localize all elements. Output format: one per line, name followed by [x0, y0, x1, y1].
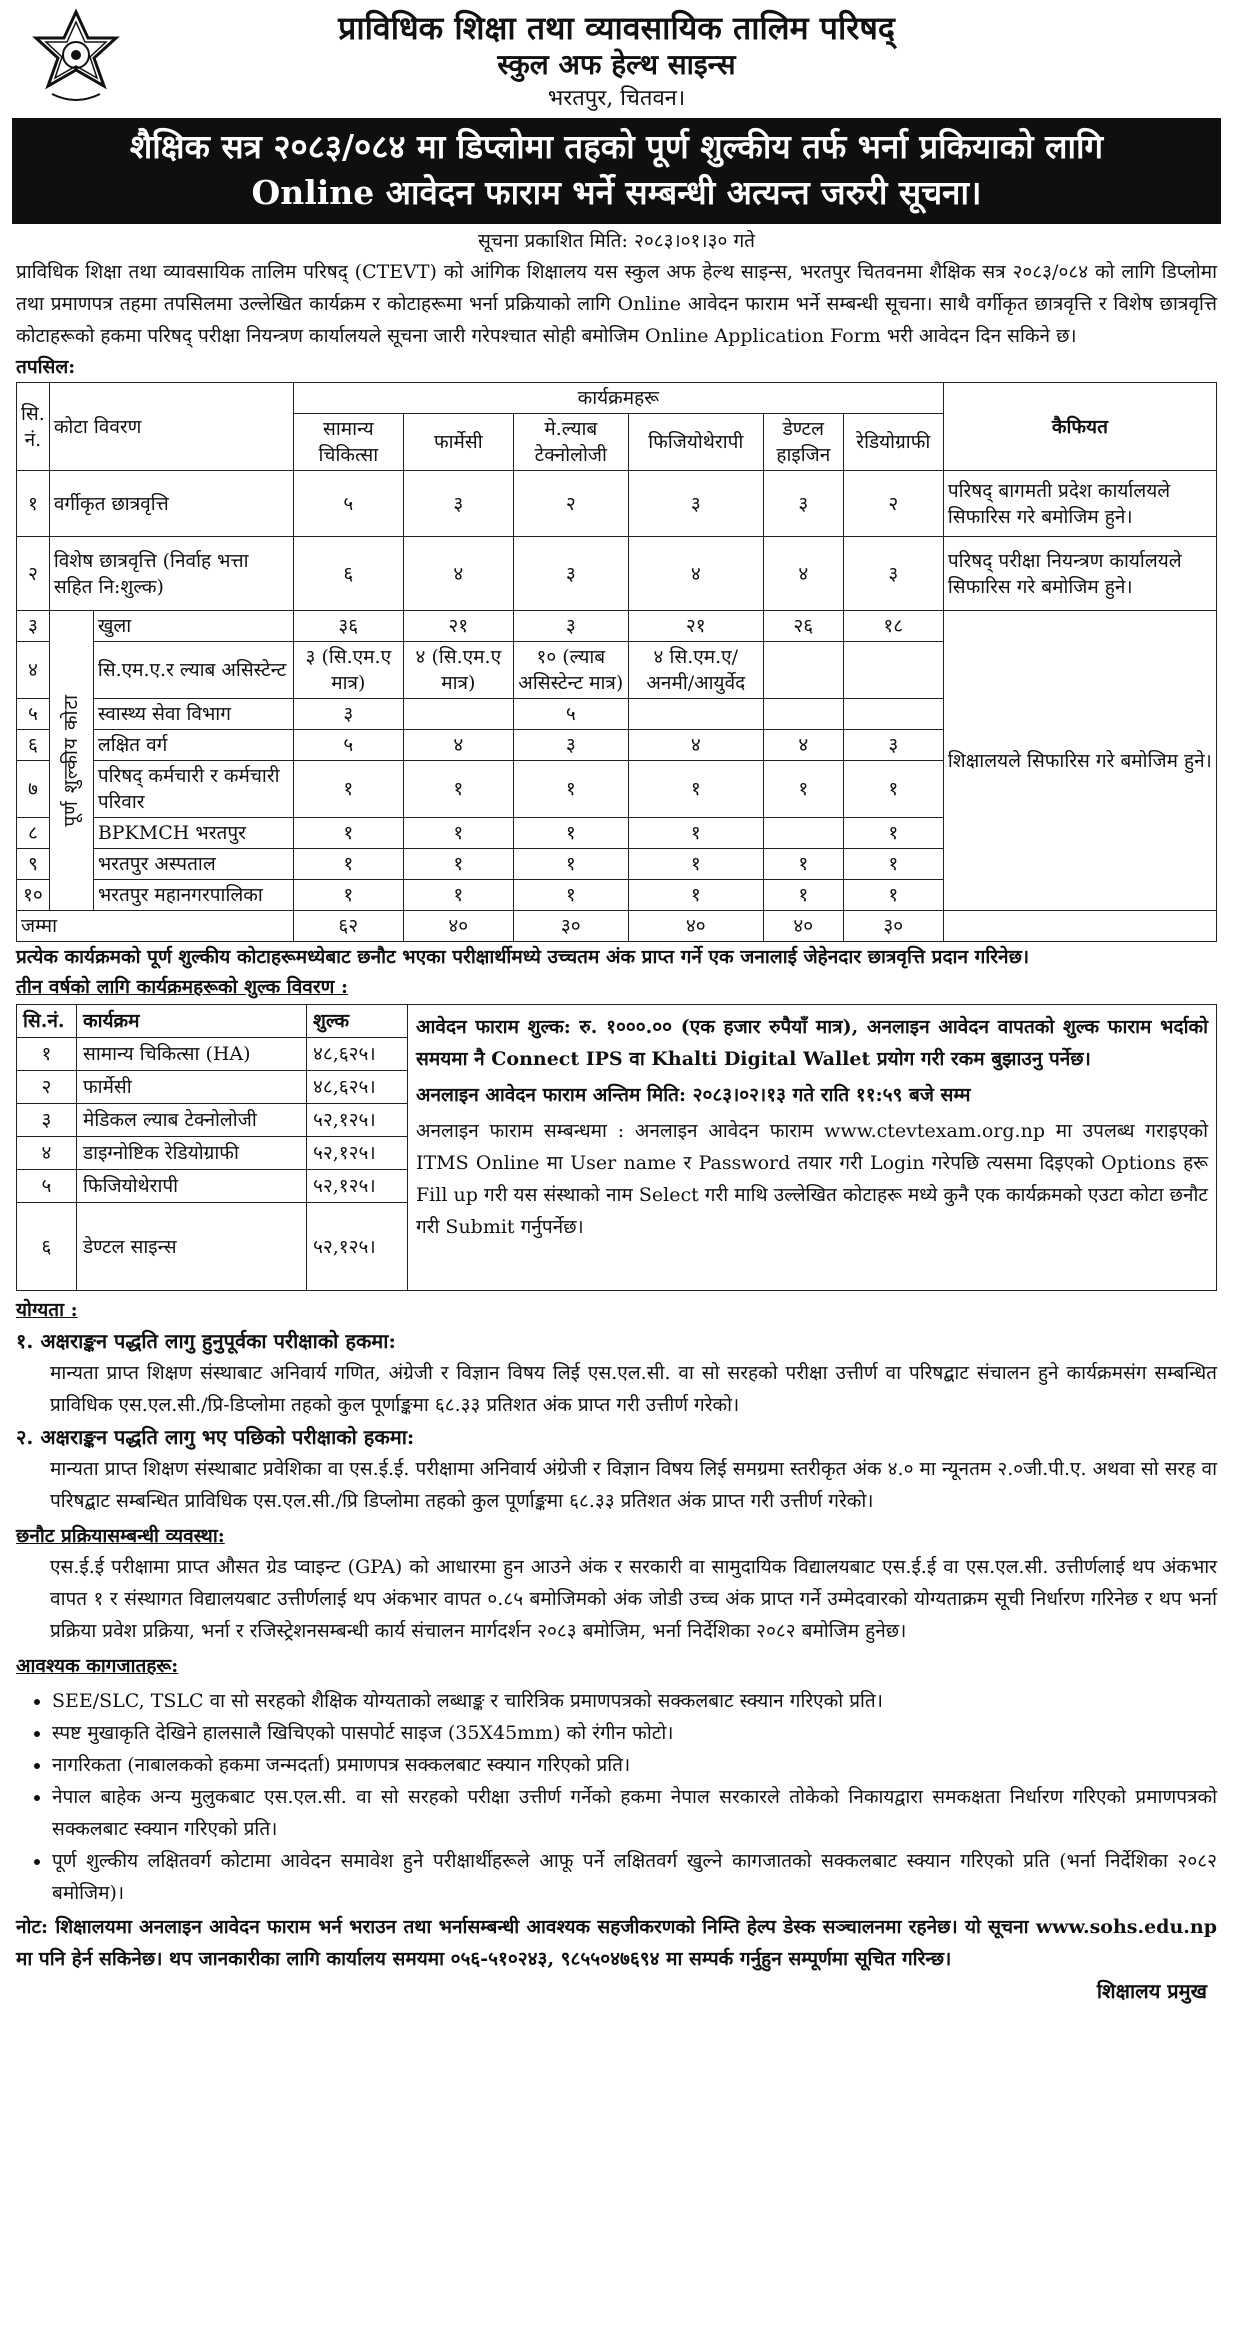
table-row: १ वर्गीकृत छात्रवृत्ति ५ ३ २ ३ ३ २ परिषद् बागमती प्रदेश कार्यालयले सिफारिस गरे बमोजिम हुने। [17, 471, 1217, 537]
total-row: जम्मा ६२ ४० ३० ४० ४० ३० [17, 911, 1217, 942]
fee-section [16, 1004, 1217, 1291]
program-header: मे.ल्याब टेक्नोलोजी [513, 414, 628, 471]
banner-line-1: शैक्षिक सत्र २०८३/०८४ मा डिप्लोमा तहको पूर्ण शुल्कीय तर्फ भर्ना प्रकियाको लागि [129, 127, 1104, 166]
org-title: प्राविधिक शिक्षा तथा व्यावसायिक तालिम परिषद् [338, 9, 895, 47]
eligibility-section [16, 1295, 1217, 1517]
documents-section [16, 1651, 1217, 1909]
eligibility-item-2-head: २. अक्षराङ्कन पद्धति लागु भए पछिको परीक्षाको हकमा: [16, 1425, 415, 1449]
footnote: नोट: शिक्षालयमा अनलाइन आवेदन फाराम भर्न भराउन तथा भर्नासम्बन्धी आवश्यक सहजीकरणको निम्ति हेल्प डेस्क सञ्चालनमा रहनेछ। यो सूचना www.sohs.edu.np मा पनि हेर्न सकिनेछ। थप जानकारीका लागि कार्यालय समयमा ०५६-५१०२४३, ९८५५०४७६९४ मा सम्पर्क गर्नुहुन सम्पूर्णमा सूचित गरिन्छ। [16, 1916, 1217, 1970]
program-header: फार्मेसी [403, 414, 513, 471]
quota-table [16, 382, 1217, 942]
table-row: ३ पूर्ण शुल्कीय कोटा खुला ३६ २१ ३ २१ २६ १८ शिक्षालयले सिफारिस गरे बमोजिम हुने। [17, 611, 1217, 642]
location: भरतपुर, चितवन। [547, 86, 686, 111]
program-header: डेण्टल हाइजिन [763, 414, 843, 471]
program-header: रेडियोग्राफी [843, 414, 943, 471]
application-deadline: अनलाइन आवेदन फाराम अन्तिम मिति: २०८३।०२।१३ गते राति ११:५९ बजे सम्म [416, 1084, 971, 1106]
table-row: १० भरतपुर महानगरपालिका १ १ १ १ १ १ [17, 880, 1217, 911]
table-row: २ विशेष छात्रवृत्ति (निर्वाह भत्ता सहित नि:शुल्क) ६ ४ ३ ४ ४ ३ परिषद् परीक्षा नियन्त्रण कार्यालयले सिफारिस गरे बमोजिम हुने। [17, 537, 1217, 611]
scholarship-note: प्रत्येक कार्यक्रमको पूर्ण शुल्कीय कोटाहरूमध्येबाट छनौट भएका परीक्षार्थीमध्ये उच्चतम अंक प्राप्त गर्ने एक जनालाई जेहेनदार छात्रवृत्ति प्रदान गरिनेछ। [16, 946, 1030, 968]
intro-paragraph: प्राविधिक शिक्षा तथा व्यावसायिक तालिम परिषद् (CTEVT) को आंगिक शिक्षालय यस स्कुल अफ हेल्थ साइन्स, भरतपुर चितवनमा शैक्षिक सत्र २०८३/०८४ को लागि डिप्लोमा तथा प्रमाणपत्र तहमा तपसिलमा उल्लेखित कार्यक्रम र कोटाहरूमा भर्ना प्रक्रियाको लागि Online आवेदन फाराम भर्ने सम्बन्धी सूचना। साथै वर्गीकृत छात्रवृत्ति र विशेष छात्रवृत्ति कोटाहरूको हकमा परिषद् परीक्षा नियन्त्रण कार्यालयले सूचना जारी गरेपश्चात सोही बमोजिम Online Application Form भरी आवेदन दिन सकिने छ। [16, 261, 1217, 347]
table-row: १ सामान्य चिकित्सा (HA) ४८,६२५। [17, 1038, 408, 1071]
documents-list [16, 1685, 1217, 1909]
banner-line-2: Online आवेदन फाराम भर्ने सम्बन्धी अत्यन्त जरुरी सूचना। [251, 173, 982, 212]
published-date: सूचना प्रकाशित मिति: २०८३।०१।३० गते [478, 230, 755, 252]
list-item: • नागरिकता (नाबालकको हकमा जन्मदर्ता) प्रमाणपत्र सक्कलबाट स्क्यान गरिएको प्रति। [52, 1749, 1217, 1781]
table-row: ४ सि.एम.ए.र ल्याब असिस्टेन्ट ३ (सि.एम.ए मात्र) ४ (सि.एम.ए मात्र) १० (ल्याब असिस्टेन्ट मात्र) ४ सि.एम.ए/ अनमी/आयुर्वेद [17, 642, 1217, 699]
programs-header: कार्यक्रमहरू [293, 383, 943, 414]
list-item: • स्पष्ट मुखाकृति देखिने हालसालै खिचिएको पासपोर्ट साइज (35X45mm) को रंगीन फोटो। [52, 1717, 1217, 1749]
remarks-header: कैफियत [943, 383, 1216, 471]
selection-section [16, 1521, 1217, 1647]
table-row: ३ मेडिकल ल्याब टेक्नोलोजी ५२,१२५। [17, 1104, 408, 1137]
application-fee: आवेदन फाराम शुल्क: रु. १०००.०० (एक हजार रुपैयाँ मात्र), अनलाइन आवेदन वापतको शुल्क फाराम भर्दाको समयमा नै Connect IPS वा Khalti Digital Wallet प्रयोग गरी रकम बुझाउनु पर्नेछ। [416, 1016, 1208, 1070]
total-label: जम्मा [17, 911, 294, 942]
table-row: ५ स्वास्थ्य सेवा विभाग ३ ५ [17, 699, 1217, 730]
table-row: ४ डाइग्नोष्टिक रेडियोग्राफी ५२,१२५। [17, 1137, 408, 1170]
program-header: सामान्य चिकित्सा [293, 414, 403, 471]
selection-body: एस.ई.ई परीक्षामा प्राप्त औसत ग्रेड प्वाइन्ट (GPA) को आधारमा हुन आउने अंक र सरकारी वा सामुदायिक विद्यालयबाट एस.ई.ई वा एस.एल.सी. उत्तीर्णलाई थप अंकभार वापत १ र संस्थागत विद्यालयबाट उत्तीर्णलाई थप अंकभार वापत ०.८५ बमोजिमको अंक जोडी उच्च अंक प्राप्त गर्ने उम्मेदवारको योग्यताक्रम सूची निर्धारण गरिनेछ र थप भर्ना प्रक्रिया प्रवेश प्रक्रिया, भर्ना र रजिस्ट्रेशनसम्बन्धी कार्य संचालन मार्गदर्शन २०८३ बमोजिम, भर्ना निर्देशिका २०८२ बमोजिम हुनेछ। [50, 1556, 1217, 1642]
notice-banner [12, 118, 1221, 224]
eligibility-item-2-body: मान्यता प्राप्त शिक्षण संस्थाबाट प्रवेशिका वा एस.ई.ई. परीक्षामा अनिवार्य अंग्रेजी र विज्ञान विषय लिई समग्रमा स्तरीकृत अंक ४.० मा न्यूनतम २.०जी.पी.ए. अथवा सो सरह वा परिषद्बाट सम्बन्धित प्राविधिक एस.एल.सी./प्रि डिप्लोमा तहको कुल पूर्णाङ्कमा ६८.३३ प्रतिशत अंक प्राप्त गरी उत्तीर्ण गरेको। [50, 1458, 1217, 1512]
eligibility-heading: योग्यता : [16, 1299, 78, 1321]
table-row: २ फार्मेसी ४८,६२५। [17, 1071, 408, 1104]
ctevt-logo [30, 8, 122, 108]
quota-header: कोटा विवरण [49, 383, 293, 471]
table-row: ६ डेण्टल साइन्स ५२,१२५। [17, 1203, 408, 1291]
list-item: • पूर्ण शुल्कीय लक्षितवर्ग कोटामा आवेदन समावेश हुने परीक्षार्थीहरूले आफू पर्ने लक्षितवर्ग खुल्ने कागजातको सक्कलबाट स्क्यान गरिएको प्रति (भर्ना निर्देशिका २०८२ बमोजिम)। [52, 1845, 1217, 1909]
table-row: ९ भरतपुर अस्पताल १ १ १ १ १ १ [17, 849, 1217, 880]
remark-cell: परिषद् बागमती प्रदेश कार्यालयले सिफारिस गरे बमोजिम हुने। [943, 471, 1216, 537]
eligibility-item-1-head: १. अक्षराङ्कन पद्धति लागु हुनुपूर्वका परीक्षाको हकमा: [16, 1329, 396, 1353]
selection-heading: छनौट प्रक्रियासम्बन्धी व्यवस्था: [16, 1525, 225, 1547]
fee-table: सि.नं. कार्यक्रम शुल्क १ सामान्य चिकित्सा (HA) ४८,६२५। २ फार्मेसी ४८,६२५। ३ मेडिकल ल्याब टेक्नोलोजी ५२,१२५। ४ डाइग्नोष्टिक रेडियोग्राफी ५२,१२५। ५ फिजियोथेरापी ५२,१२५। ६ डेण्टल साइन्स ५२,१२५। [16, 1004, 408, 1291]
application-info [408, 1004, 1217, 1291]
online-process: अनलाइन फाराम सम्बन्धमा : अनलाइन आवेदन फाराम www.ctevtexam.org.np मा उपलब्ध गराइएको ITMS Online मा User name र Password तयार गरी Login गरेपछि त्यसमा दिइएको Options हरू Fill up गरी यस संस्थाको नाम Select गरी माथि उल्लेखित कोटाहरू मध्ये कुनै एक कार्यक्रमको एउटा कोटा छनौट गरी Submit गर्नुपर्नेछ। [416, 1120, 1208, 1238]
list-item: • SEE/SLC, TSLC वा सो सरहको शैक्षिक योग्यताको लब्धाङ्क र चारित्रिक प्रमाणपत्रको सक्कलबाट स्क्यान गरिएको प्रति। [52, 1685, 1217, 1717]
table-row: ६ लक्षित वर्ग ५ ४ ३ ४ ४ ३ [17, 730, 1217, 761]
sn-header: सि. नं. [17, 383, 50, 471]
list-item: • नेपाल बाहेक अन्य मुलुकबाट एस.एल.सी. वा सो सरहको परीक्षा उत्तीर्ण गर्नेको हकमा नेपाल सरकारले तोकेको निकायद्वारा समकक्षता निर्धारण गरिएको प्रमाणपत्रको सक्कलबाट स्क्यान गरिएको प्रति। [52, 1781, 1217, 1845]
table-row: ७ परिषद् कर्मचारी र कर्मचारी परिवार १ १ १ १ १ १ [17, 761, 1217, 818]
remark-cell: परिषद् परीक्षा नियन्त्रण कार्यालयले सिफारिस गरे बमोजिम हुने। [943, 537, 1216, 611]
signature: शिक्षालय प्रमुख [1096, 1979, 1207, 2003]
program-header: फिजियोथेरापी [628, 414, 763, 471]
school-name: स्कुल अफ हेल्थ साइन्स [497, 48, 736, 81]
fee-heading: तीन वर्षको लागि कार्यक्रमहरूको शुल्क विवरण : [16, 976, 348, 998]
details-label: तपसिल: [16, 356, 76, 378]
table-row: ८ BPKMCH भरतपुर १ १ १ १ १ [17, 818, 1217, 849]
group-remark: शिक्षालयले सिफारिस गरे बमोजिम हुने। [943, 611, 1216, 911]
eligibility-item-1-body: मान्यता प्राप्त शिक्षण संस्थाबाट अनिवार्य गणित, अंग्रेजी र विज्ञान विषय लिई एस.एल.सी. वा सो सरहको परीक्षा उत्तीर्ण वा परिषद्बाट संचालन हुने कार्यक्रमसंग सम्बन्धित प्राविधिक एस.एल.सी./प्रि-डिप्लोमा तहको कुल पूर्णाङ्कमा ६८.३३ प्रतिशत अंक प्राप्त गरी उत्तीर्ण गरेको। [50, 1362, 1217, 1416]
documents-heading: आवश्यक कागजातहरू: [16, 1655, 179, 1677]
full-fee-quota-cell [49, 611, 93, 911]
table-row: ५ फिजियोथेरापी ५२,१२५। [17, 1170, 408, 1203]
full-fee-quota-label: पूर्ण शुल्कीय कोटा [60, 694, 83, 827]
header [16, 0, 1217, 118]
